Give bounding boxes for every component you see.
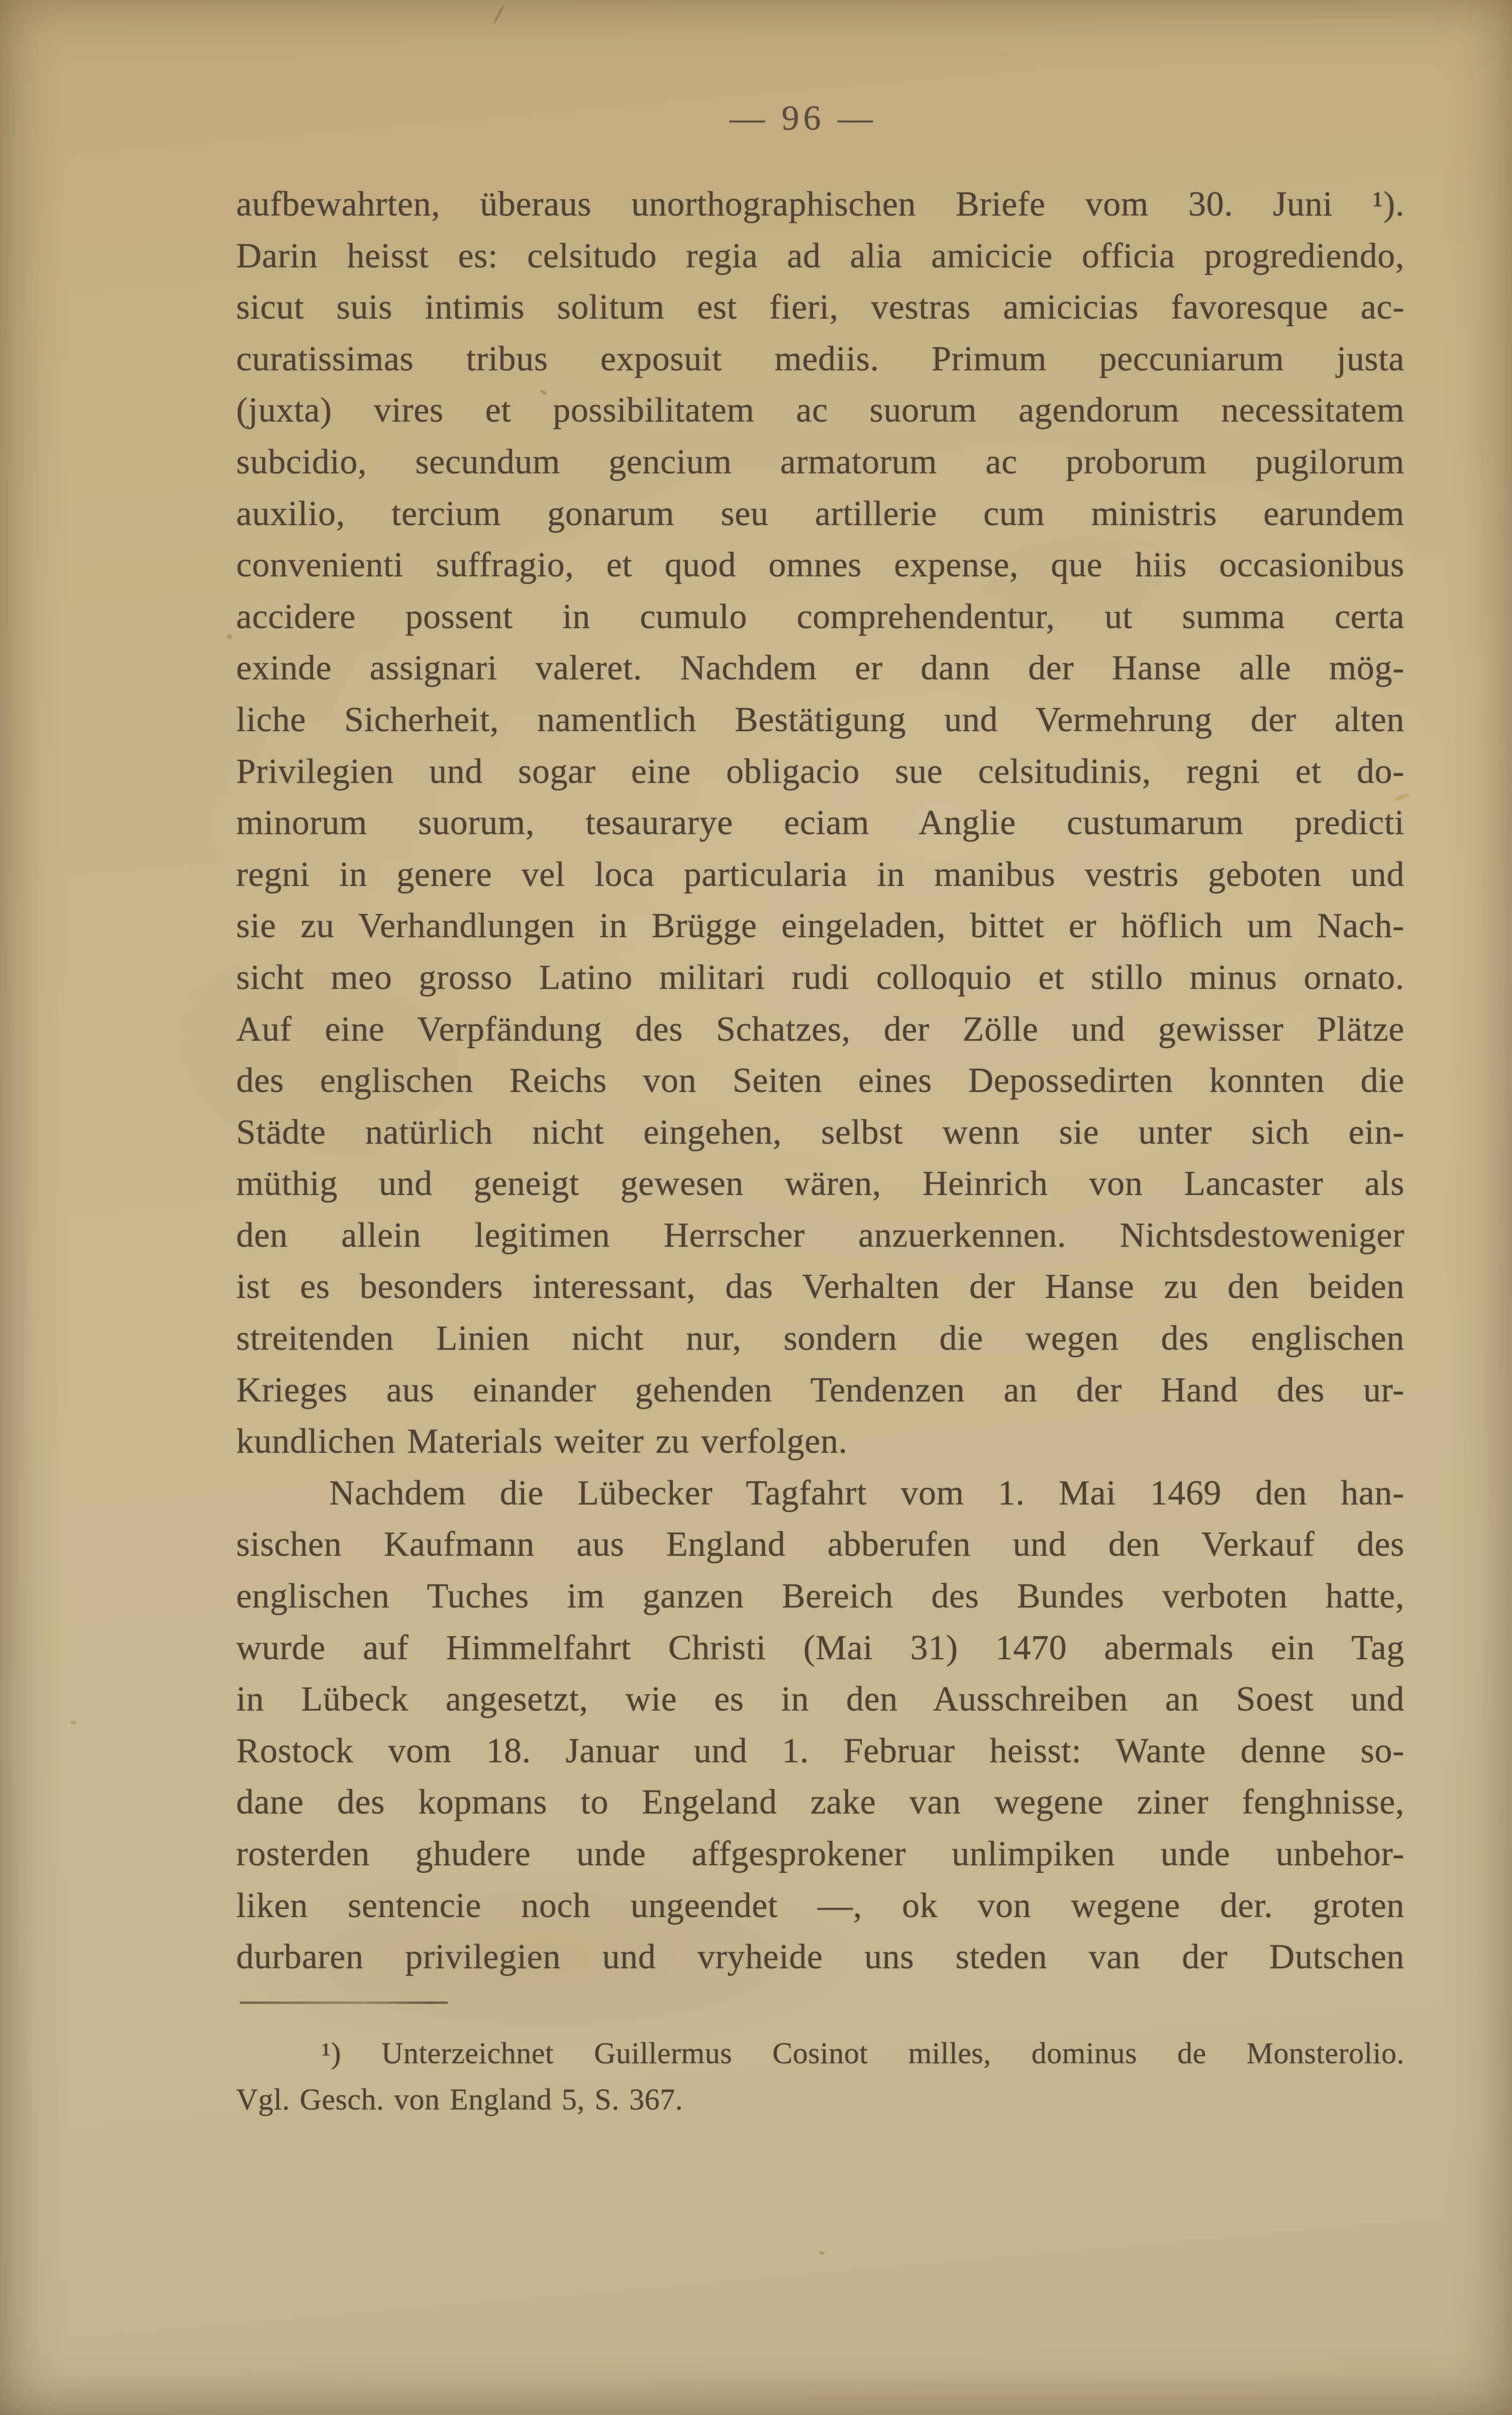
- text-line: convenienti suffragio, et quod omnes expense, que hiis occasionibus: [236, 546, 1404, 585]
- text-line: sicut suis intimis solitum est fieri, vestras amicicias favoresque ac-: [236, 288, 1404, 327]
- text-line: Krieges aus einander gehenden Tendenzen an der Hand des ur-: [236, 1370, 1404, 1410]
- paper-fleck: [227, 634, 232, 639]
- page-number: — 96 —: [730, 99, 877, 138]
- text-line: minorum suorum, tesaurarye eciam Anglie custumarum predicti: [236, 803, 1404, 843]
- text-line: ¹) Unterzeichnet Guillermus Cosinot milles, dominus de Monsterolio.: [322, 2037, 1404, 2070]
- footnote: [236, 2030, 1404, 2123]
- text-line: den allein legitimen Herrscher anzuerkennen. Nichtsdestoweniger: [236, 1216, 1404, 1255]
- text-line: streitenden Linien nicht nur, sondern die wegen des englischen: [236, 1319, 1404, 1358]
- footnote-separator-rule: [240, 2001, 448, 2004]
- text-line: Vgl. Gesch. von England 5, S. 367.: [236, 2083, 683, 2116]
- body-text: [236, 179, 1404, 1983]
- text-line: sie zu Verhandlungen in Brügge eingeladen, bittet er höflich um Nach-: [236, 907, 1404, 946]
- text-line: liche Sicherheit, namentlich Bestätigung und Vermehrung der alten: [236, 700, 1404, 739]
- text-line: exinde assignari valeret. Nachdem er dann der Hanse alle mög-: [236, 649, 1404, 688]
- text-line: Nachdem die Lübecker Tagfahrt vom 1. Mai 1469 den han-: [329, 1473, 1404, 1513]
- text-line: regni in genere vel loca particularia in manibus vestris geboten und: [236, 855, 1404, 894]
- paper-fiber: [492, 5, 505, 24]
- text-line: curatissimas tribus exposuit mediis. Primum peccuniarum justa: [236, 339, 1404, 378]
- text-line: ist es besonders interessant, das Verhalten der Hanse zu den beiden: [236, 1267, 1404, 1306]
- text-line: Auf eine Verpfändung des Schatzes, der Zölle und gewisser Plätze: [236, 1010, 1404, 1049]
- text-line: Rostock vom 18. Januar und 1. Februar heisst: Wante denne so-: [236, 1731, 1404, 1770]
- text-line: Städte natürlich nicht eingehen, selbst wenn sie unter sich ein-: [236, 1113, 1404, 1152]
- text-line: accidere possent in cumulo comprehendentur, ut summa certa: [236, 597, 1404, 636]
- text-line: in Lübeck angesetzt, wie es in den Ausschreiben an Soest und: [236, 1680, 1404, 1719]
- text-line: dane des kopmans to Engeland zake van wegene ziner fenghnisse,: [236, 1783, 1404, 1822]
- text-line: auxilio, tercium gonarum seu artillerie cum ministris earundem: [236, 494, 1404, 533]
- text-line: sicht meo grosso Latino militari rudi colloquio et stillo minus ornato.: [236, 958, 1404, 997]
- text-line: rosterden ghudere unde affgesprokener unlimpiken unde unbehor-: [236, 1835, 1404, 1873]
- text-line: aufbewahrten, überaus unorthographischen Briefe vom 30. Juni ¹).: [236, 185, 1404, 224]
- text-line: des englischen Reichs von Seiten eines Depossedirten konnten die: [236, 1061, 1404, 1100]
- paper-fleck: [70, 1721, 76, 1725]
- text-line: sischen Kaufmann aus England abberufen und den Verkauf des: [236, 1525, 1404, 1564]
- text-line: subcidio, secundum gencium armatorum ac proborum pugilorum: [236, 442, 1404, 481]
- text-line: müthig und geneigt gewesen wären, Heinrich von Lancaster als: [236, 1164, 1404, 1203]
- text-line: (juxta) vires et possibilitatem ac suorum agendorum necessitatem: [236, 391, 1404, 430]
- paper-fleck: [819, 2251, 825, 2255]
- text-line: englischen Tuches im ganzen Bereich des Bundes verboten hatte,: [236, 1577, 1404, 1616]
- text-line: liken sentencie noch ungeendet —, ok von wegene der. groten: [236, 1886, 1404, 1925]
- text-line: wurde auf Himmelfahrt Christi (Mai 31) 1470 abermals ein Tag: [236, 1628, 1404, 1667]
- text-line: Privilegien und sogar eine obligacio sue celsitudinis, regni et do-: [236, 752, 1404, 791]
- text-line: durbaren privilegien und vryheide uns steden van der Dutschen: [236, 1938, 1404, 1977]
- text-line: Darin heisst es: celsitudo regia ad alia amicicie officia progrediendo,: [236, 236, 1404, 275]
- text-line: kundlichen Materials weiter zu verfolgen.: [236, 1422, 848, 1461]
